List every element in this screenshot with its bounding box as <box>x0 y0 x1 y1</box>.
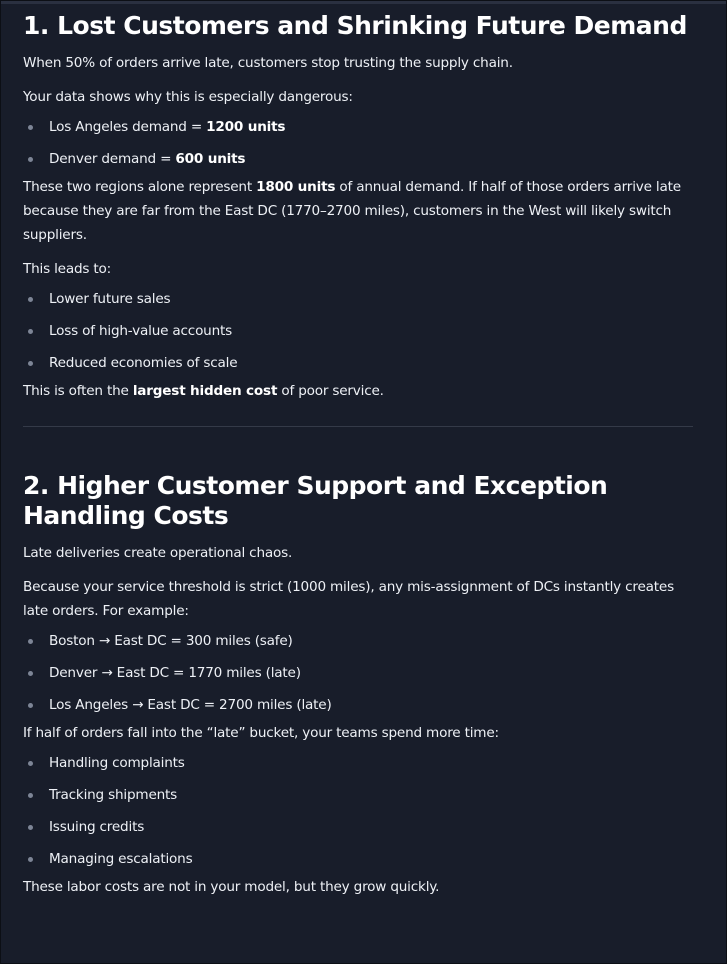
route-examples-list <box>23 629 694 717</box>
demand-value: 1200 units <box>206 119 286 135</box>
section-1-data-note: Your data shows why this is especially dangerous: <box>23 89 353 105</box>
section-2-intro: Late deliveries create operational chaos. <box>23 545 293 561</box>
list-item: Lower future sales <box>23 287 694 311</box>
list-item: Handling complaints <box>23 751 694 775</box>
list-item: Los Angeles demand = 1200 units <box>23 115 694 139</box>
demand-list <box>23 115 694 171</box>
list-item: Issuing credits <box>23 815 694 839</box>
section-1-leads-to: This leads to: <box>23 261 112 277</box>
top-border <box>1 1 726 4</box>
consequences-list <box>23 287 694 375</box>
list-item: Boston → East DC = 300 miles (safe) <box>23 629 694 653</box>
section-1-conclusion: This is often the largest hidden cost of poor service. <box>23 383 384 399</box>
section-divider <box>23 426 693 427</box>
section-1-intro: When 50% of orders arrive late, customers stop trusting the supply chain. <box>23 55 513 71</box>
list-item: Denver demand = 600 units <box>23 147 694 171</box>
list-item: Loss of high-value accounts <box>23 319 694 343</box>
list-item: Los Angeles → East DC = 2700 miles (late) <box>23 693 694 717</box>
section-1-regions-paragraph: These two regions alone represent 1800 units of annual demand. If half of those orders arrive late because they are far from the East DC (1770–2700 miles), customers in the West will likely switch suppliers. <box>23 179 681 243</box>
support-tasks-list <box>23 751 694 871</box>
list-item: Reduced economies of scale <box>23 351 694 375</box>
demand-value: 600 units <box>175 151 246 167</box>
section-1-heading: 1. Lost Customers and Shrinking Future Demand <box>23 11 687 40</box>
chat-response-content <box>1 1 726 963</box>
section-2-heading: 2. Higher Customer Support and Exception Handling Costs <box>23 471 608 530</box>
list-item: Denver → East DC = 1770 miles (late) <box>23 661 694 685</box>
list-item: Tracking shipments <box>23 783 694 807</box>
section-2-conclusion: These labor costs are not in your model, but they grow quickly. <box>23 879 440 895</box>
section-2-late-bucket: If half of orders fall into the “late” bucket, your teams spend more time: <box>23 725 499 741</box>
section-2-threshold-paragraph: Because your service threshold is strict (1000 miles), any mis-assignment of DCs instantly creates late orders. For example: <box>23 579 674 619</box>
list-item: Managing escalations <box>23 847 694 871</box>
